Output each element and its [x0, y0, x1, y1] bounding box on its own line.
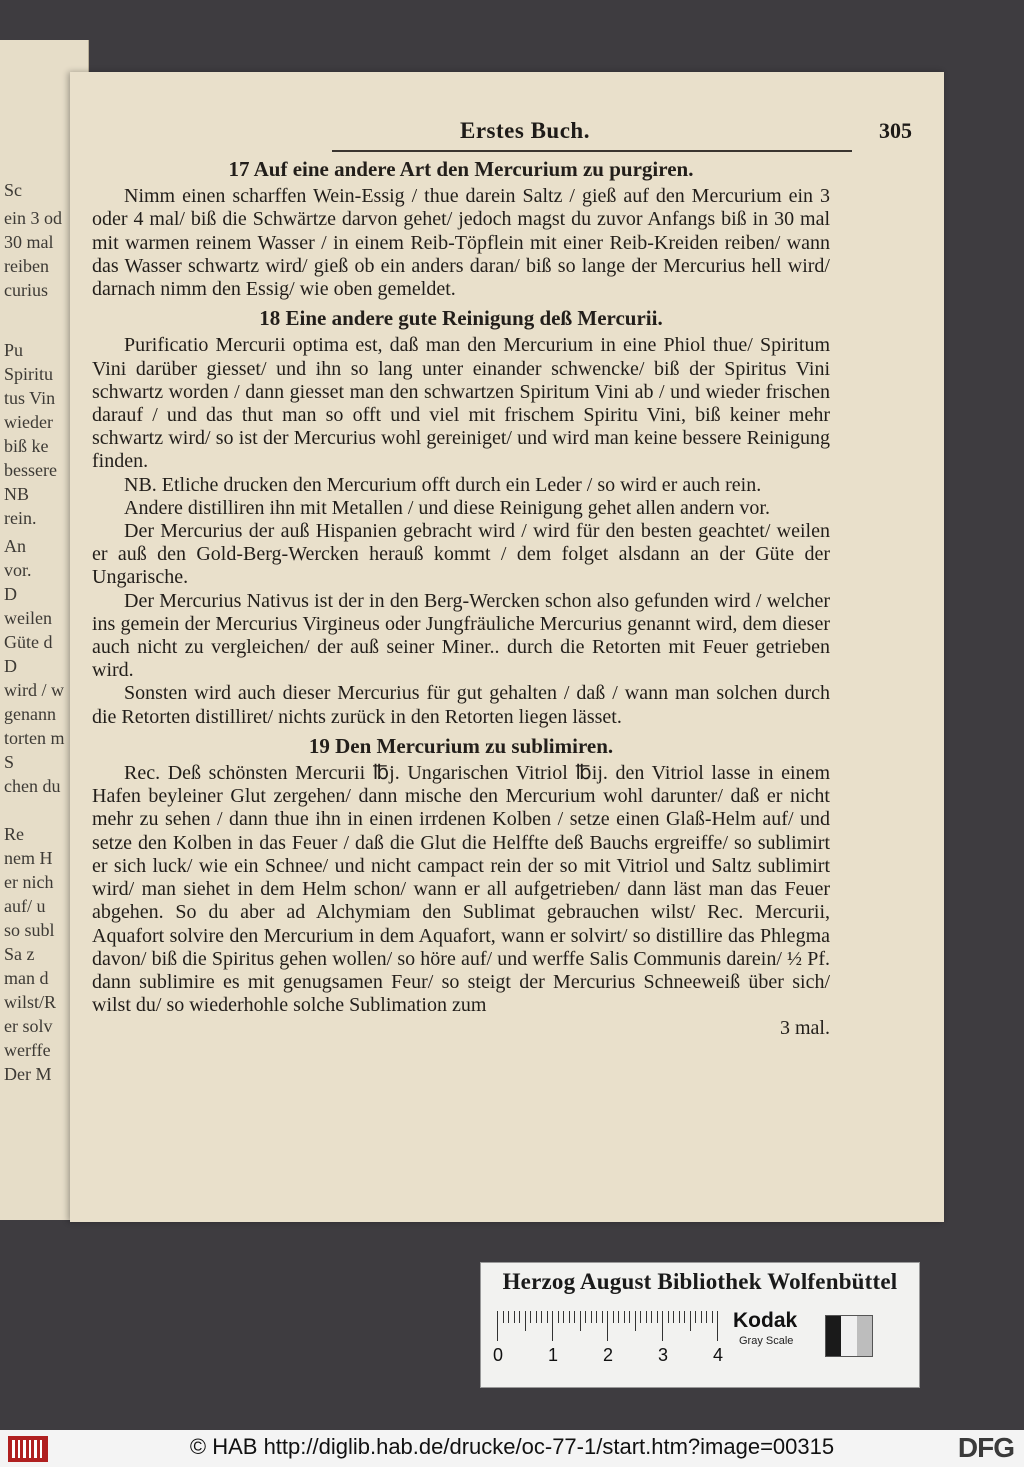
facing-page-fragment: NB [4, 484, 30, 504]
ruler-tick [497, 1311, 498, 1341]
ruler-number: 1 [548, 1345, 559, 1365]
facing-page-fragment: Spiritu [4, 364, 54, 384]
scale-ruler [493, 1311, 724, 1365]
paragraph: Rec. Deß schönsten Mercurii ℔j. Ungarischen Vitriol ℔ij. den Vitriol lasse in einem Hafen beyleiner Glut zergehen/ dann mische den Mercurium wohl darunter/ daß er nicht mehr zu sehen / dann thue ihn in einen irrdenen Kolben / setze einen Glaß-Helm auf/ und setze den Kolben in das Feuer / daß die Glut die Helffte deß Bauchs ergreiffe/ so sublimirt er sich luck/ wie ein Schnee/ und nicht campact rein der so mit Vitriol und Saltz sublimirt wird/ man siehet in dem Helm schon/ wann er all aufgetrieben/ dann läst man das Feuer abgehen. So du aber ad Alchymiam den Sublimat gebrauchen wilst/ Rec. Mercurii, Aquafort solvire den Mercurium in dem Aquafort, wann er solvirt/ so distillire das Phlegma davon/ biß die Spiritus gehen wollen/ so höre auf/ und werffe Salis Communis darein/ ½ Pf. dann sublimire es mit genugsamen Feur/ so steigt der Mercurius Schneeweiß über sich/ wilst du/ so wiederhohle solche Sublimation zum [92, 762, 830, 1017]
ruler-tick [679, 1311, 680, 1323]
library-color-target [480, 1262, 920, 1388]
ruler-number: 4 [713, 1345, 724, 1365]
facing-page-fragment: so subl [4, 920, 55, 940]
facing-page-fragment: bessere [4, 460, 57, 480]
book-page [70, 72, 944, 1222]
paragraph: Der Mercurius der auß Hispanien gebracht wird / wird für den besten geachtet/ weilen er auß den Gold-Berg-Wercken herauß kommt / dem folget alsdann an der Güte der Ungarische. [92, 520, 830, 589]
ruler-tick [662, 1311, 663, 1341]
running-head-title: Erstes Buch. [460, 118, 590, 143]
ruler-tick [569, 1311, 570, 1323]
ruler-tick [602, 1311, 603, 1323]
facing-page-fragment: man d [4, 968, 49, 988]
ruler-tick [624, 1311, 625, 1323]
facing-page-fragment: wird / w [4, 680, 64, 700]
facing-page-fragment: chen du [4, 776, 61, 796]
facing-page-fragment: Sa z [4, 944, 35, 964]
ruler-tick [706, 1311, 707, 1323]
ruler-tick [574, 1311, 575, 1323]
facing-page-fragment: er nich [4, 872, 54, 892]
ruler-tick [613, 1311, 614, 1323]
ruler-tick [657, 1311, 658, 1323]
ruler-tick [514, 1311, 515, 1323]
gray-patch-light [841, 1316, 856, 1356]
facing-page-fragment: S [4, 752, 15, 772]
ruler-tick [552, 1311, 553, 1341]
facing-page-fragment: werffe [4, 1040, 51, 1060]
ruler-tick [596, 1311, 597, 1323]
facing-page-fragment: Güte d [4, 632, 53, 652]
paragraph: NB. Etliche drucken den Mercurium offt durch ein Leder / so wird er auch rein. [124, 473, 762, 496]
paragraph: Sonsten wird auch dieser Mercurius für gut gehalten / daß / wann man solchen durch die Retorten distilliret/ nichts zurück in den Retorten liegen lässet. [92, 682, 830, 728]
ruler-tick [695, 1311, 696, 1323]
ruler-tick [563, 1311, 564, 1323]
facing-page-fragment: tus Vin [4, 388, 56, 408]
facing-page-fragment: weilen [4, 608, 52, 628]
ruler-tick [503, 1311, 504, 1323]
ruler-tick [536, 1311, 537, 1323]
facing-page-fragment: torten m [4, 728, 65, 748]
ruler-tick [558, 1311, 559, 1323]
ruler-tick [717, 1311, 718, 1341]
kodak-logo: Kodak [733, 1309, 798, 1332]
ruler-tick [712, 1311, 713, 1323]
facing-page-fragment: rein. [4, 508, 37, 528]
facing-page-fragment: vor. [4, 560, 32, 580]
ruler-tick [530, 1311, 531, 1323]
ruler-number: 3 [658, 1345, 669, 1365]
gray-scale-patch [825, 1315, 873, 1357]
facing-page-fragment: nem H [4, 848, 53, 868]
facing-page-fragment: 30 mal [4, 232, 54, 252]
ruler-tick [618, 1311, 619, 1323]
facing-page-fragment: D [4, 584, 17, 604]
ruler-number: 2 [603, 1345, 614, 1365]
page-number: 305 [879, 118, 912, 143]
ruler-tick [646, 1311, 647, 1323]
facing-page-fragment: er solv [4, 1016, 53, 1036]
catchline: 3 mal. [780, 1017, 830, 1040]
facing-page-fragment: auf/ u [4, 896, 46, 916]
ruler-tick [607, 1311, 608, 1341]
section-heading-17: 17 Auf eine andere Art den Mercurium zu purgiren. [228, 157, 694, 181]
page-text [92, 152, 830, 1041]
paragraph: Der Mercurius Nativus ist der in den Berg-Wercken schon also gefunden wird / welcher ins gemein der Mercurius Virgineus oder Jungfräuliche Mercurius genannt wird, dem dieser auch nicht zu vergleichen/ der auß seiner Miner.. durch die Retorten mit Feuer getrieben wird. [92, 589, 830, 682]
gray-patch-mid [857, 1316, 872, 1356]
facing-page-fragment: Pu [4, 340, 24, 360]
ruler-tick [585, 1311, 586, 1323]
viewer-footer [0, 1430, 1024, 1467]
ruler-tick [640, 1311, 641, 1323]
ruler-tick [673, 1311, 674, 1323]
gray-scale-label: Gray Scale [739, 1335, 794, 1347]
paragraph: Purificatio Mercurii optima est, daß man den Mercurium in eine Phiol thue/ Spiritum Vini darüber giesset/ und ihn so lang unter einander schwencke/ biß der Spiritus Vini schwartz worden / dann giesset man den schwartzen Spiritum Vini ab / und wieder frischen darauf / und das thut man so offt und viel mit frischem Spiritu Vini, biß keiner mehr schwartz wird/ so ist der Mercurius wohl gereiniget/ und wird man keine bessere Reinigung finden. [92, 334, 830, 473]
facing-page-fragment: reiben [4, 256, 49, 276]
ruler-tick [690, 1311, 691, 1331]
facing-page-fragment: wilst/R [4, 992, 57, 1012]
paragraph: Andere distilliren ihn mit Metallen / und diese Reinigung gehet allen andern vor. [124, 496, 770, 519]
ruler-tick [508, 1311, 509, 1323]
section-heading-18: 18 Eine andere gute Reinigung deß Mercurii. [259, 306, 663, 331]
ruler-tick [547, 1311, 548, 1323]
facing-page-fragment: wieder [4, 412, 53, 432]
paragraph: Nimm einen scharffen Wein-Essig / thue darein Saltz / gieß auf den Mercurium ein 3 oder 4 mal/ biß die Schwärtze darvon gehet/ jedoch magst du zuvor Anfangs biß in 30 mal mit warmen reinem Wasser / in einem Reib-Töpflein mit einer Reib-Kreiden reiben/ wann das Wasser schwartz wird/ gieß ob ein anders daran/ biß so lange der Mercurius hell wird/ darnach nimm den Essig/ wie oben gemeldet. [92, 185, 830, 301]
facing-page-fragment: An [4, 536, 26, 556]
citation-link[interactable]: © HAB http://diglib.hab.de/drucke/oc-77-1/start.htm?image=00315 [189, 1434, 835, 1459]
facing-page-fragment: D [4, 656, 17, 676]
section-heading-19: 19 Den Mercurium zu sublimiren. [308, 733, 614, 758]
ruler-number: 0 [493, 1345, 504, 1365]
ruler-tick [684, 1311, 685, 1323]
ruler-tick [635, 1311, 636, 1331]
ruler-tick [519, 1311, 520, 1323]
library-name: Herzog August Bibliothek Wolfenbüttel [502, 1269, 898, 1294]
ruler-tick [541, 1311, 542, 1323]
facing-page-fragment: biß ke [4, 436, 49, 456]
facing-page-fragment: Der M [4, 1064, 52, 1084]
facing-page-fragment: Sc [4, 180, 22, 200]
gray-patch-dark [826, 1316, 841, 1356]
dfg-logo: DFG [957, 1432, 1014, 1463]
ruler-tick [591, 1311, 592, 1323]
facing-page-fragment: ein 3 od [4, 208, 62, 228]
facing-page-fragment: genann [4, 704, 56, 724]
ruler-tick [525, 1311, 526, 1331]
ruler-tick [701, 1311, 702, 1323]
facing-page-fragment: Re [4, 824, 24, 844]
ruler-tick [580, 1311, 581, 1331]
ruler-tick [668, 1311, 669, 1323]
ruler-tick [629, 1311, 630, 1323]
ruler-tick [651, 1311, 652, 1323]
facing-page-fragment: curius [4, 280, 48, 300]
